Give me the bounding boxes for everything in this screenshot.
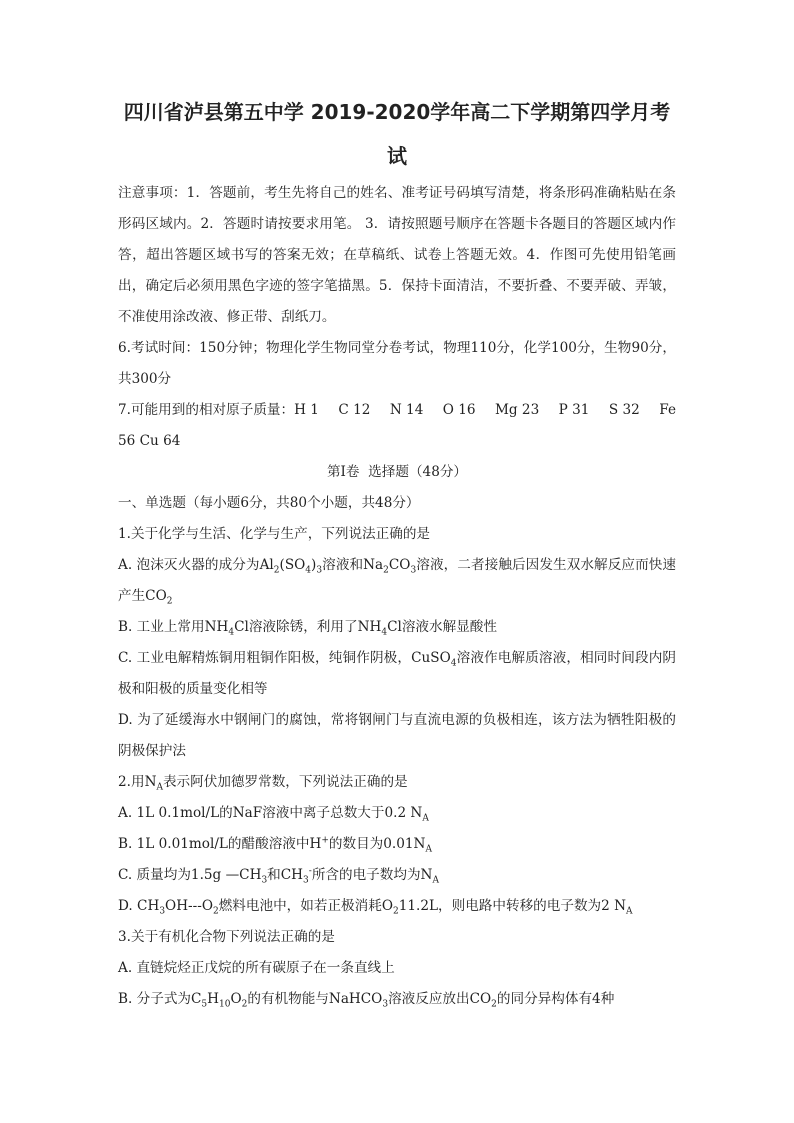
question-3-option-b: B. 分子式为$C_5H_{10}O_2$的有机物能与NaHCO$_3$溶液反应放出$CO_2$的同分异构体有4种 xyxy=(118,991,615,1010)
atomic-mass-item: C 12 xyxy=(338,402,371,418)
atomic-mass-tail: 56 Cu 64 xyxy=(118,433,181,449)
page-content xyxy=(118,90,676,1015)
atomic-mass-item: S 32 xyxy=(608,402,640,418)
question-2-option-d: D. $CH_3OH---O_2$燃料电池中，如若正极消耗$O_211.2L$，则电路中转移的电子数为2 $N_A$ xyxy=(118,898,633,917)
atomic-mass-item: P 31 xyxy=(558,402,590,418)
question-2-option-c: C. 质量均为1.5g $—CH_3$和$CH_3^-$所含的电子数均为$N_A$ xyxy=(118,866,439,886)
section-title: 第I卷 选择题（48分） xyxy=(326,464,468,480)
atomic-mass-item: Fe xyxy=(659,402,676,418)
question-2-option-b: B. 1L 0.01mol/L的醋酸溶液中H+的数目为$0.01N_A$ xyxy=(118,835,432,855)
atomic-mass-block xyxy=(118,395,676,457)
atomic-mass-item: Mg 23 xyxy=(494,402,540,418)
atomic-mass-prefix: 7.可能用到的相对原子质量：H 1 xyxy=(118,402,319,418)
question-1-option-b: B. 工业上常用$NH_4Cl$溶液除锈，利用了$NH_4Cl$溶液水解显酸性 xyxy=(118,619,497,638)
question-2-stem: 2.用$N_A$表示阿伏加德罗常数，下列说法正确的是 xyxy=(118,774,408,793)
atomic-mass-item: O 16 xyxy=(442,402,476,418)
atomic-mass-line xyxy=(118,395,676,426)
page-title: 四川省泸县第五中学 2019-2020学年高二下学期第四学月考试 xyxy=(123,100,671,168)
question-1-option-a: A. 泡沫灭火器的成分为$Al_2(SO_4)_3$溶液和$Na_2CO_3$溶液，二者接触后因发生双水解反应而快速产生$CO_2$ xyxy=(118,557,677,607)
question-3-option-a: A. 直链烷烃正戊烷的所有碳原子在一条直线上 xyxy=(118,960,395,976)
question-1-stem: 1.关于化学与生活、化学与生产，下列说法正确的是 xyxy=(118,526,431,542)
notice-paragraph: 注意事项：1．答题前，考生先将自己的姓名、准考证号码填写清楚，将条形码准确粘贴在条形码区域内。2．答题时请按要求用笔。 3．请按照题号顺序在答题卡各题目的答题区域内作答，超出答题区域书写的答案无效；在草稿纸、试卷上答题无效。4．作图可先使用铅笔画出，确定后必须用黑色字迹的签字笔描黑。5．保持卡面清洁，不要折叠、不要弄破、弄皱，不准使用涂改液、修正带、刮纸刀。 xyxy=(118,185,676,325)
part-one-heading: 一、单选题（每小题6分，共80个小题，共48分） xyxy=(118,495,420,511)
question-2-option-a: A. 1L 0.1mol/L的NaF溶液中离子总数大于0.2 $N_A$ xyxy=(118,805,429,824)
exam-time-paragraph: 6.考试时间：150分钟；物理化学生物同堂分卷考试，物理110分，化学100分，生物90分，共300分 xyxy=(118,340,676,387)
question-1-option-c: C. 工业电解精炼铜用粗铜作阳极，纯铜作阴极，CuSO$_4$溶液作电解质溶液，相同时间段内阴极和阳极的质量变化相等 xyxy=(118,650,677,697)
atomic-mass-item: N 14 xyxy=(389,402,424,418)
question-1-option-d: D. 为了延缓海水中钢闸门的腐蚀，常将钢闸门与直流电源的负极相连，该方法为牺牲阳极的阴极保护法 xyxy=(118,712,676,759)
question-3-stem: 3.关于有机化合物下列说法正确的是 xyxy=(118,929,335,945)
